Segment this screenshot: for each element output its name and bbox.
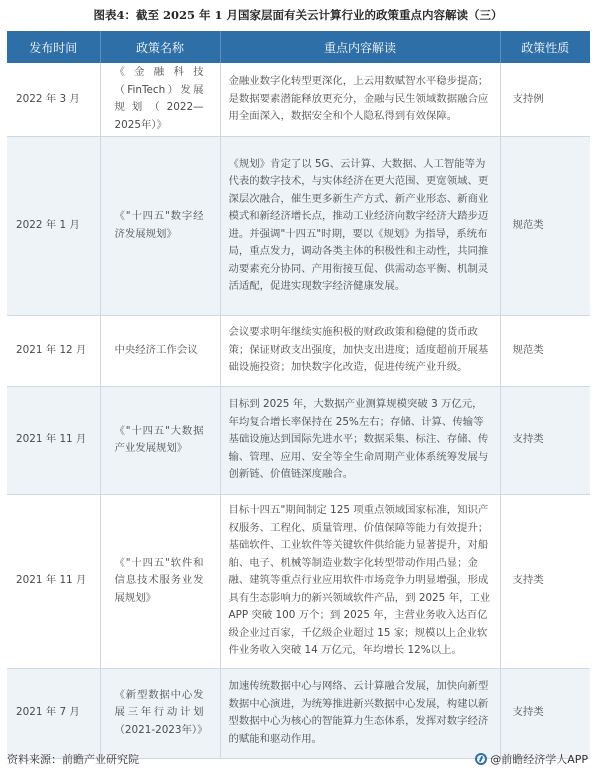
row-nature: 规范类 (500, 315, 590, 386)
header-key-content: 重点内容解读 (220, 31, 500, 63)
brand-credit (475, 751, 588, 767)
policy-table (7, 31, 590, 759)
header-date: 发布时间 (7, 31, 100, 63)
row-policy-name: 《"十四五"大数据产业发展规划》 (100, 386, 220, 494)
row-date: 2021 年 12 月 (7, 315, 100, 386)
row-content: 会议要求明年继续实施积极的财政政策和稳健的货币政策；保证财政支出强度，加快支出进度；适度超前开展基础设施投资；加快数字化改造，促进传统产业升级。 (220, 315, 500, 386)
brand-logo-icon (475, 753, 487, 765)
row-nature: 支持类 (500, 668, 590, 758)
row-policy-name: 《"十四五"数字经济发展规划》 (100, 136, 220, 315)
row-date: 2022 年 1 月 (7, 136, 100, 315)
row-policy-name: 中央经济工作会议 (100, 315, 220, 386)
brand-credit-text: @前瞻经济学人APP (490, 753, 588, 766)
table-row (7, 315, 590, 386)
row-content: 《规划》肯定了以 5G、云计算、大数据、人工智能等为代表的数字技术，与实体经济在更大范围、更宽领域、更深层次融合，催生更多新生产方式、新产业形态、新商业模式和新经济增长点，推动工业经济向数字经济大踏步迈进。并强调"十四五"时期，要以《规划》为指导，系统布局，重点发力，调动各类主体的积极性和主动性，共同推动要素充分协同、产用衔接互促、供需动态平衡、机制灵活适配，促进实现数字经济健康发展。 (220, 136, 500, 315)
row-nature: 支持类 (500, 386, 590, 494)
row-date: 2021 年 11 月 (7, 386, 100, 494)
table-row (7, 494, 590, 668)
header-policy-nature: 政策性质 (500, 31, 590, 63)
page-title: 图表4：截至 2025 年 1 月国家层面有关云计算行业的政策重点内容解读（三） (93, 8, 503, 22)
source-note: 资料来源：前瞻产业研究院 (7, 753, 139, 766)
row-policy-name: 《"十四五"软件和信息技术服务业发展规划》 (100, 494, 220, 668)
row-date: 2022 年 3 月 (7, 63, 100, 136)
table-row (7, 386, 590, 494)
row-content: 目标到 2025 年，大数据产业测算规模突破 3 万亿元，年均复合增长率保持在 25%左右；存储、计算、传输等基础设施达到国际先进水平；数据采集、标注、存储、传输、管理、应用、安全等全生命周期产业体系统筹发展与创新链、价值链深度融合。 (220, 386, 500, 494)
table-row (7, 136, 590, 315)
header-policy-name: 政策名称 (100, 31, 220, 63)
table-row (7, 63, 590, 136)
table-header-row (7, 31, 590, 63)
row-nature: 支持类 (500, 494, 590, 668)
row-date: 2021 年 11 月 (7, 494, 100, 668)
row-policy-name: 《新型数据中心发展三年行动计划（2021-2023年）》 (100, 668, 220, 758)
row-policy-name: 《金融科技（FinTech）发展规划（2022—2025年）》 (100, 63, 220, 136)
row-content: 目标十四五"期间制定 125 项重点领域国家标准，知识产权服务、工程化、质量管理、价值保障等能力有效提升；基础软件、工业软件等关键软件供给能力显著提升，对船舶、电子、机械等制造业数字化转型带动作用凸显；金融、建筑等重点行业应用软件市场竞争力明显增强，形成具有生态影响力的新兴领域软件产品，到 2025 年，工业 APP 突破 100 万个；到 2025 年，主营业务收入达百亿级企业过百家，千亿级企业超过 15 家；规模以上企业软件业务收入突破 14 万亿元，年均增长 12%以上。 (220, 494, 500, 668)
row-date: 2021 年 7 月 (7, 668, 100, 758)
row-nature: 规范类 (500, 136, 590, 315)
row-nature: 支持例 (500, 63, 590, 136)
table-row (7, 668, 590, 758)
row-content: 金融业数字化转型更深化，上云用数赋智水平稳步提高；是数据要素潜能释放更充分，金融与民生领域数据融合应用全面深入，数据安全和个人隐私得到有效保障。 (220, 63, 500, 136)
row-content: 加速传统数据中心与网络、云计算融合发展，加快向新型数据中心演进，为统筹推进新兴数据中心发展，构建以新型数据中心为核心的智能算力生态体系，发挥对数字经济的赋能和驱动作用。 (220, 668, 500, 758)
